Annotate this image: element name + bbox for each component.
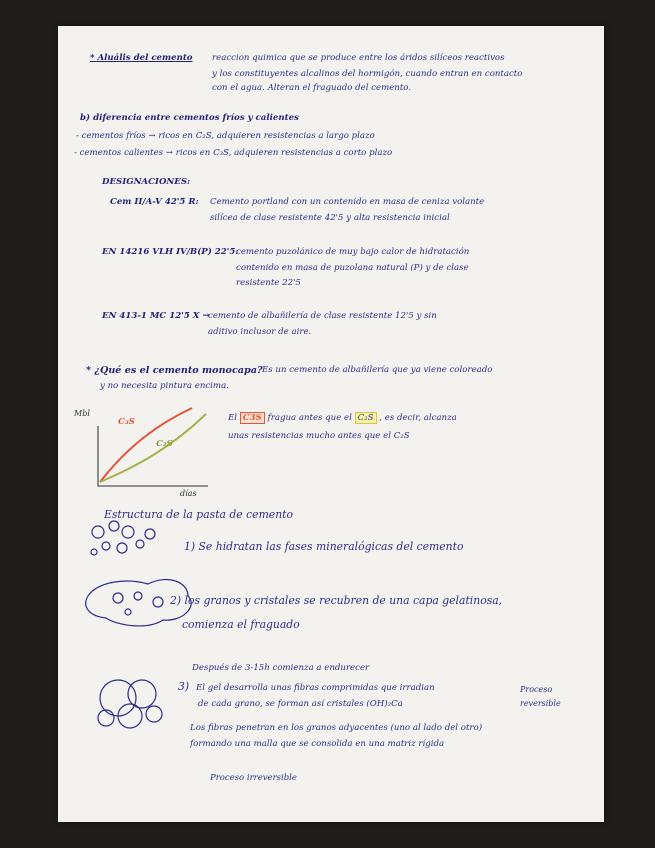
monocapa-answer: y no necesita pintura encima.: [100, 381, 229, 391]
aluminosis-line: y los constituyentes alcalinos del hormigón, cuando entran en contacto: [212, 69, 523, 79]
b-heading: b) diferencia entre cementos fríos y calientes: [80, 113, 299, 123]
proceso-irreversible: Proceso irreversible: [210, 773, 297, 783]
graph-curve-label: C₃S: [118, 417, 135, 427]
step-3-bullet: formando una malla que se consolida en una matriz rígida: [190, 739, 445, 749]
proceso-reversible: reversible: [520, 699, 561, 708]
designacion-line: resistente 22'5: [236, 278, 301, 288]
designacion-line: Cemento portland con un contenido en masa de ceniza volante: [210, 197, 485, 207]
step-text: los granos y cristales se recubren de una capa gelatinosa,: [184, 594, 503, 607]
estructura-heading: Estructura de la pasta de cemento: [104, 508, 293, 521]
aluminosis-line: con el agua. Alteran el fraguado del cemento.: [212, 83, 412, 93]
step-3-number: 3): [178, 680, 190, 693]
c3s-highlight: C3S: [240, 412, 265, 424]
designacion-line: silícea de clase resistente 42'5 y alta resistencia inicial: [210, 213, 450, 223]
graph-x-label: días: [180, 489, 197, 498]
step-3-bullet: Los fibras penetran en los granos adyacentes (uno al lado del otro): [190, 723, 483, 733]
aluminosis-line: reaccion quimica que se produce entre los áridos silíceos reactivos: [212, 53, 505, 63]
step-3-bullet: El gel desarrolla unas fibras comprimidas que irradian: [196, 683, 435, 693]
step-number: 1): [184, 540, 196, 553]
designacion-line: contenido en masa de puzolana natural (P) y de clase: [236, 263, 469, 273]
monocapa-question: * ¿Qué es el cemento monocapa?: [86, 365, 263, 376]
c3s-suffix: , es decir, alcanza: [379, 413, 457, 423]
c3s-middle: fragua antes que el: [267, 413, 352, 423]
b-item: - cementos calientes → ricos en C₃S, adquieren resistencias a corto plazo: [74, 148, 393, 158]
designacion-code: EN 413-1 MC 12'5 X →: [102, 311, 210, 321]
designacion-line: aditivo inclusor de aire.: [208, 327, 312, 337]
c3s-text-line2: unas resistencias mucho antes que el C₂S: [228, 431, 410, 441]
proceso-reversible: Proceso: [520, 685, 553, 694]
notebook-page: [58, 26, 604, 822]
step-2: [170, 596, 502, 607]
step-text: Se hidratan las fases mineralógicas del cemento: [198, 540, 464, 553]
designacion-code: EN 14216 VLH IV/B(P) 22'5:: [102, 247, 239, 257]
step-3-bullet: de cada grano, se forman así cristales (OH)₂Ca: [198, 699, 403, 709]
step-number: 2): [170, 594, 182, 607]
b-item: - cementos fríos → ricos en C₂S, adquieren resistencias a largo plazo: [76, 131, 375, 141]
graph-y-label: Mbl: [74, 409, 90, 418]
step-2-text2: comienza el fraguado: [182, 618, 300, 631]
step-1: [184, 542, 463, 553]
designacion-line: cemento puzolánico de muy bajo calor de hidratación: [236, 247, 470, 257]
graph-curve-label: C₂S: [156, 439, 173, 449]
designacion-code: Cem II/A-V 42'5 R:: [110, 197, 199, 207]
designacion-line: cemento de albañilería de clase resistente 12'5 y sin: [208, 311, 437, 321]
monocapa-answer: Es un cemento de albañilería que ya viene coloreado: [262, 365, 493, 375]
c3s-prefix: El: [228, 413, 238, 423]
aluminosis-title: * Aluális del cemento: [90, 53, 193, 63]
c2s-highlight: C₂S: [355, 412, 377, 424]
step-3-bullet: Después de 3-15h comienza a endurecer: [192, 663, 370, 673]
designaciones-heading: DESIGNACIONES:: [102, 177, 191, 187]
